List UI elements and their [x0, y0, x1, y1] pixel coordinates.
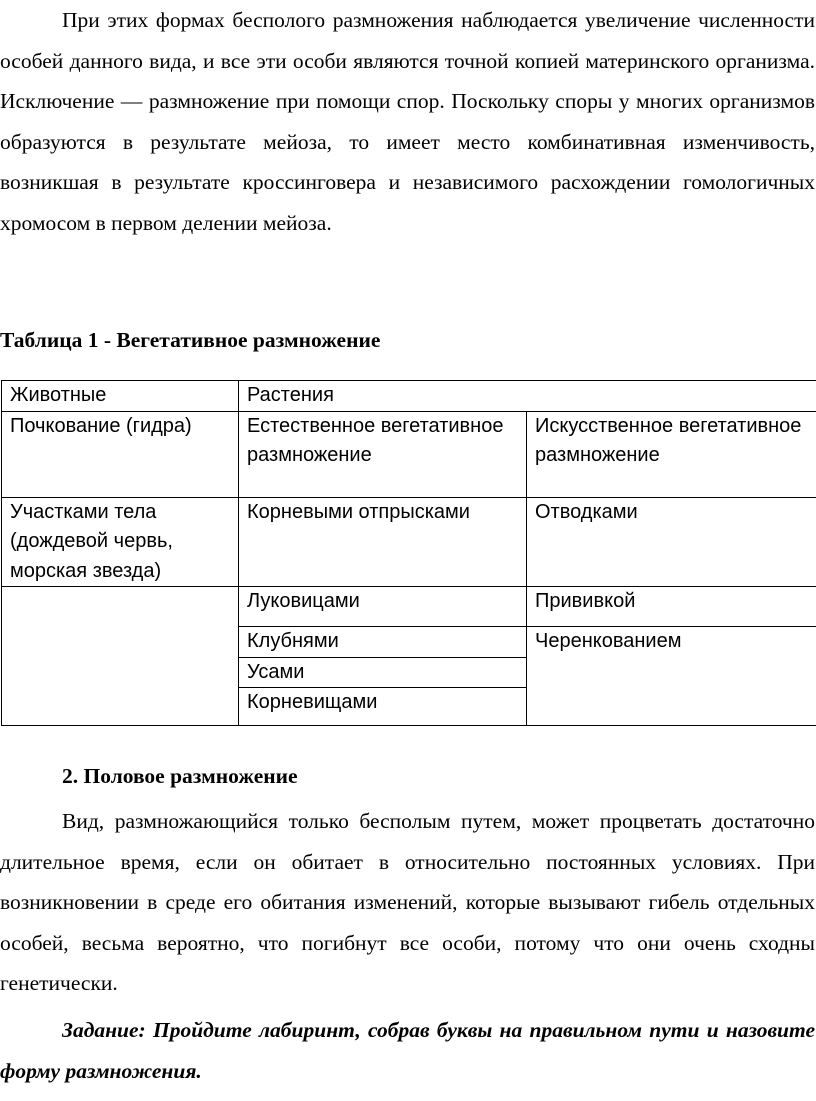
task-text: Задание: Пройдите лабиринт, собрав буквы на правильном пути и назовите форму размножения. — [0, 1018, 815, 1083]
intro-paragraph: При этих формах бесполого размножения наблюдается увеличение численности особей данного вида, и все эти особи являются точной копией материнского организма. Исключение — размножение при помощи спор. Поскольку споры у многих организмов образуются в результате мейоза, то имеет место комбинативная изменчивость, возникшая в результате кроссинговера и независимого расхождении гомологичных хромосом в первом делении мейоза. — [0, 8, 815, 235]
cell-artificial: Отводками — [527, 497, 816, 587]
header-animals: Животные — [2, 381, 239, 412]
cell-artificial: Прививкой — [527, 587, 816, 627]
vegetative-reproduction-table — [1, 380, 816, 726]
header-plants: Растения — [239, 381, 816, 412]
cell-natural: Клубнями — [239, 627, 527, 658]
cell-natural: Луковицами — [239, 587, 527, 627]
cell-natural: Естественное вегетативное размножение — [239, 411, 527, 497]
sexual-reproduction-paragraph: Вид, размножающийся только бесполым путем, может процветать достаточно длительное время, если он обитает в относительно постоянных условиях. При возникновении в среде его обитания изменений, которые вызывают гибель отдельных особей, весьма вероятно, что погибнут все особи, потому что они очень сходны генетически. — [0, 809, 815, 996]
cell-animals: Участками тела (дождевой червь, морская звезда) — [2, 497, 239, 587]
table-row — [2, 411, 816, 497]
table-row — [2, 587, 816, 627]
cell-natural: Усами — [239, 657, 527, 688]
table-caption: Таблица 1 - Вегетативное размножение — [0, 328, 381, 352]
table-row — [2, 381, 816, 412]
cell-animals-empty — [2, 587, 239, 726]
cell-artificial: Искусственное вегетативное размножение — [527, 411, 816, 497]
section-title: 2. Половое размножение — [62, 764, 298, 788]
cell-natural: Корневищами — [239, 688, 527, 726]
cell-natural: Корневыми отпрысками — [239, 497, 527, 587]
cell-animals: Почкование (гидра) — [2, 411, 239, 497]
cell-artificial: Черенкованием — [527, 627, 816, 726]
table-row — [2, 497, 816, 587]
